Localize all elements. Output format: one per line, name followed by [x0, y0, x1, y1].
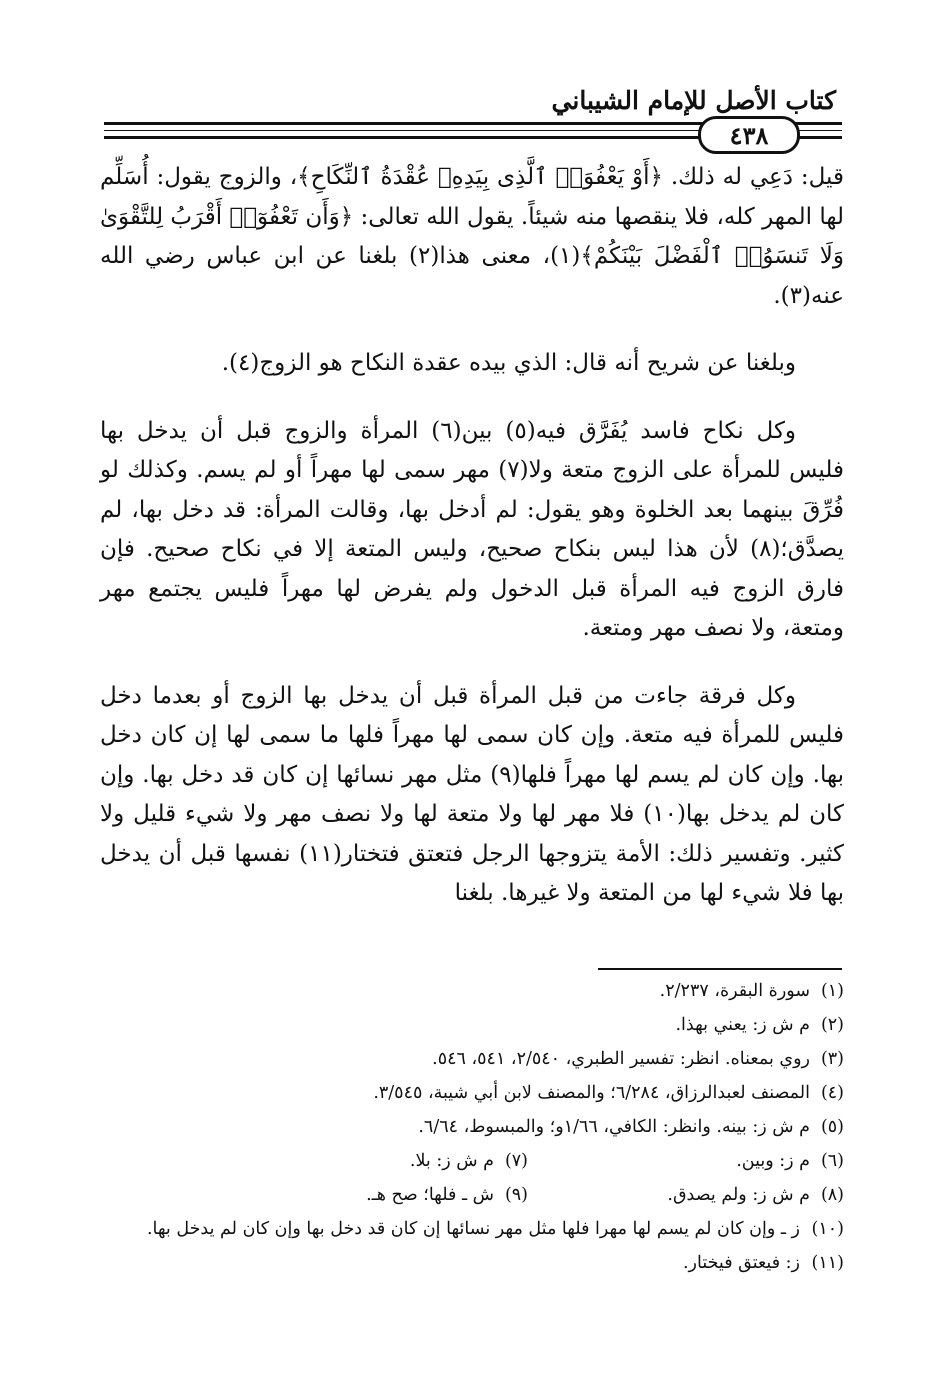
footnote-text: م ش ز: ولم يصدق.: [667, 1185, 810, 1205]
footnote-number: (٩): [504, 1185, 528, 1205]
footnote-text: م ش ز: بلا.: [409, 1151, 494, 1171]
page-number: ٤٣٨: [729, 120, 769, 150]
footnote-number: (٦): [820, 1151, 844, 1171]
footnote-9: [212, 1178, 528, 1212]
footnote-3: [100, 1042, 844, 1076]
footnote-text: سورة البقرة، ٢/٢٣٧.: [659, 981, 810, 1001]
footnote-text: م ش ز: بينه. وانظر: الكافي، ١/٦٦و؛ والمبسوط، ٦/٦٤.: [418, 1117, 810, 1137]
footnote-number: (٣): [820, 1049, 844, 1069]
footnote-7: [212, 1144, 528, 1178]
footnote-number: (٥): [820, 1117, 844, 1137]
footnote-pair-8-9: [100, 1178, 844, 1212]
footnote-2: [100, 1008, 844, 1042]
paragraph-1: قيل: دَعِي له ذلك. ﴿أَوْ يَعْفُوَا۟ ٱلَّذِى بِيَدِهِۦ عُقْدَةُ ٱلنِّكَاحِ﴾، والزوج يقول: أُسَلِّم لها المهر كله، فلا ينقصها منه شيئاً. يقول الله تعالى: ﴿وَأَن تَعْفُوٓا۟ أَقْرَبُ لِلتَّقْوَىٰ وَلَا تَنسَوُا۟ ٱلْفَضْلَ بَيْنَكُمْ﴾(١)، معنى هذا(٢) بلغنا عن ابن عباس رضي الله عنه(٣).: [100, 164, 844, 309]
footnote-8: [528, 1178, 844, 1212]
running-header-title: كتاب الأصل للإمام الشيباني: [551, 86, 836, 115]
footnote-11: [100, 1246, 844, 1280]
footnote-1: [100, 974, 844, 1008]
footnote-number: (١٠): [811, 1219, 844, 1239]
footnote-number: (٢): [820, 1015, 844, 1035]
paragraph-3: وكل نكاح فاسد يُفَرَّق فيه(٥) بين(٦) المرأة والزوج قبل أن يدخل بها فليس للمرأة على الزوج متعة ولا(٧) مهر سمى لها مهراً أو لم يسم. وكذلك لو فُرِّقَ بينهما بعد الخلوة وهو يقول: لم أدخل بها، وقالت المرأة: قد دخل بها، لم يصدَّق؛(٨) لأن هذا ليس بنكاح صحيح، وليس المتعة إلا في نكاح صحيح. فإن فارق الزوج فيه المرأة قبل الدخول ولم يفرض لها مهراً فليس يجتمع مهر ومتعة، ولا نصف مهر ومتعة.: [100, 417, 844, 641]
footnotes: [100, 974, 844, 1280]
footnote-4: [100, 1076, 844, 1110]
footnote-separator: [598, 968, 842, 970]
footnote-number: (٨): [820, 1185, 844, 1205]
footnote-number: (٧): [504, 1151, 528, 1171]
footnote-text: م ز: وبين.: [736, 1151, 810, 1171]
footnote-number: (١): [820, 981, 844, 1001]
footnote-text: ز: فيعتق فيختار.: [682, 1253, 800, 1273]
footnote-text: م ش ز: يعني بهذا.: [675, 1015, 810, 1035]
footnote-6: [528, 1144, 844, 1178]
footnote-text: روي بمعناه. انظر: تفسير الطبري، ٢/٥٤٠، ٥٤١، ٥٤٦.: [432, 1049, 810, 1069]
footnote-text: ش ـ فلها؛ صح هـ.: [366, 1185, 494, 1205]
footnote-number: (٤): [820, 1083, 844, 1103]
footnote-text: المصنف لعبدالرزاق، ٦/٢٨٤؛ والمصنف لابن أبي شيبة، ٣/٥٤٥.: [373, 1083, 810, 1103]
footnote-text: ز ـ وإن كان لم يسم لها مهرا فلها مثل مهر نسائها إن كان قد دخل بها وإن كان لم يدخل بها.: [146, 1219, 800, 1239]
page-number-badge: [698, 116, 800, 154]
paragraph-2: وبلغنا عن شريح أنه قال: الذي بيده عقدة النكاح هو الزوج(٤).: [221, 350, 796, 376]
footnote-number: (١١): [811, 1253, 844, 1273]
paragraph-4: وكل فرقة جاءت من قبل المرأة قبل أن يدخل بها الزوج أو بعدما دخل فليس للمرأة فيه متعة. وإن كان سمى لها مهراً فلها ما سمى لها إن كان دخل بها. وإن كان لم يسم لها مهراً فلها(٩) مثل مهر نسائها إن كان قد دخل بها. وإن كان لم يدخل بها(١٠) فلا مهر لها ولا متعة لها ولا نصف مهر ولا شيء قليل ولا كثير. وتفسير ذلك: الأمة يتزوجها الرجل فتعتق فتختار(١١) نفسها قبل أن يدخل بها فلا شيء لها من المتعة ولا غيرها. بلغنا: [100, 682, 844, 906]
footnote-pair-6-7: [100, 1144, 844, 1178]
footnote-5: [100, 1110, 844, 1144]
footnote-10: [100, 1212, 844, 1246]
main-text: [100, 158, 844, 914]
